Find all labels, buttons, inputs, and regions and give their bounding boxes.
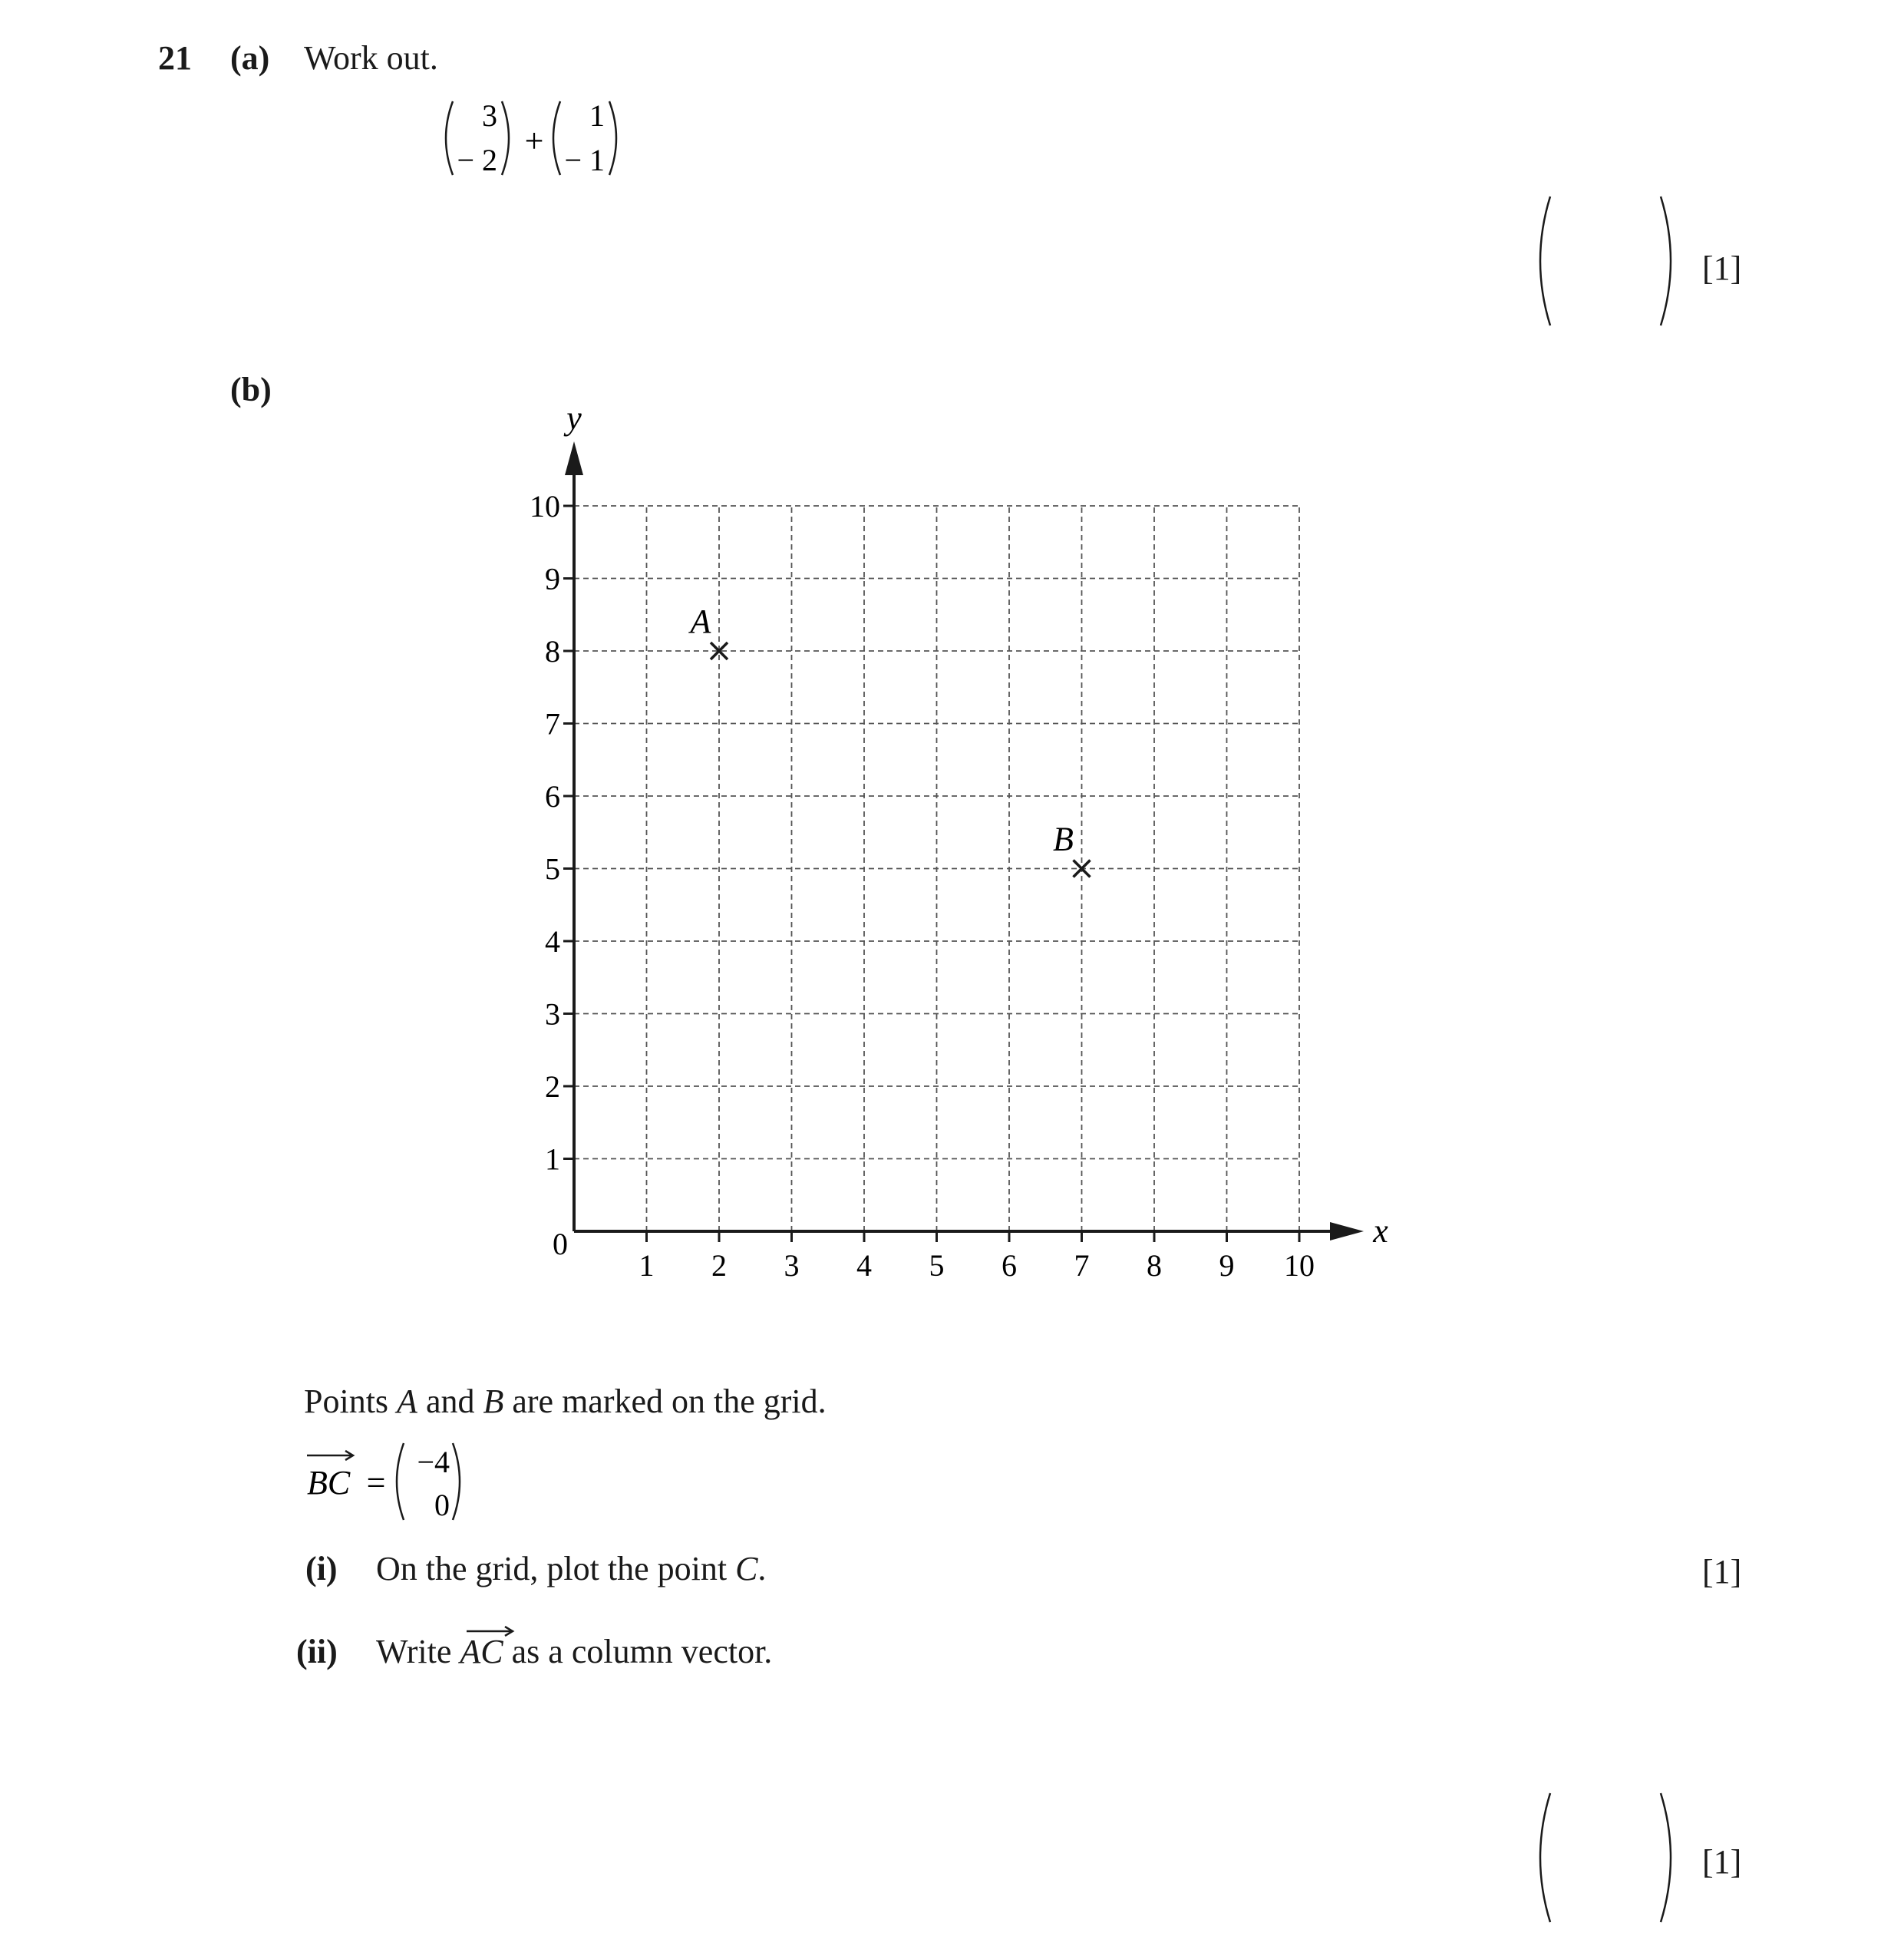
y-tick-label: 10 bbox=[530, 489, 560, 524]
x-tick-label: 6 bbox=[1001, 1248, 1017, 1283]
part-a-marks: [1] bbox=[1702, 249, 1742, 287]
bc-vector-top: −4 bbox=[417, 1445, 450, 1479]
y-tick-label: 8 bbox=[545, 634, 560, 669]
sub-ii-text bbox=[376, 1635, 772, 1669]
answer-vector-box-ii[interactable] bbox=[1535, 1789, 1688, 1927]
vector1-top: 3 bbox=[482, 98, 497, 133]
points-statement bbox=[304, 1385, 827, 1419]
x-tick-label: 9 bbox=[1219, 1248, 1235, 1283]
bc-vector-name: BC bbox=[307, 1464, 351, 1501]
coordinate-grid[interactable] bbox=[507, 399, 1412, 1290]
plus-operator: + bbox=[524, 122, 544, 160]
vector1-bottom: − 2 bbox=[457, 143, 497, 177]
axes bbox=[553, 399, 1388, 1261]
x-tick-label: 10 bbox=[1284, 1248, 1315, 1283]
x-tick-label: 3 bbox=[784, 1248, 800, 1283]
part-a-expression bbox=[437, 92, 637, 184]
sub-i-suffix: . bbox=[757, 1550, 767, 1587]
statement-prefix: Points bbox=[304, 1383, 398, 1420]
x-axis-label: x bbox=[1373, 1212, 1388, 1250]
ac-arrow-icon bbox=[464, 1626, 517, 1637]
ticks bbox=[530, 489, 1315, 1283]
x-tick-label: 4 bbox=[856, 1248, 872, 1283]
y-axis-arrow bbox=[565, 441, 583, 475]
y-tick-label: 2 bbox=[545, 1069, 560, 1104]
part-a-label: (a) bbox=[230, 39, 270, 77]
sub-i-marks: [1] bbox=[1702, 1553, 1742, 1591]
y-tick-label: 3 bbox=[545, 996, 560, 1032]
point-a-label: A bbox=[690, 603, 711, 640]
bc-vector-definition bbox=[299, 1435, 483, 1528]
vector2-top: 1 bbox=[589, 98, 605, 133]
x-axis-arrow bbox=[1330, 1222, 1364, 1240]
y-axis-label: y bbox=[566, 399, 582, 437]
y-tick-label: 5 bbox=[545, 851, 560, 887]
vector2-bottom: − 1 bbox=[564, 143, 605, 177]
origin-label: 0 bbox=[553, 1227, 568, 1261]
point-b-label: B bbox=[1053, 820, 1074, 858]
sub-ii-prefix: Write bbox=[376, 1633, 460, 1670]
sub-i-label: (i) bbox=[305, 1550, 338, 1587]
bc-vector-bottom: 0 bbox=[434, 1488, 450, 1522]
sub-i-point: C bbox=[735, 1550, 758, 1587]
statement-point-a: A bbox=[397, 1383, 417, 1420]
statement-mid: and bbox=[417, 1383, 483, 1420]
sub-ii-label: (ii) bbox=[296, 1633, 338, 1670]
x-tick-label: 5 bbox=[929, 1248, 945, 1283]
points bbox=[688, 603, 1091, 877]
y-tick-label: 4 bbox=[545, 924, 560, 959]
part-b-label: (b) bbox=[230, 371, 272, 408]
answer-vector-box-a[interactable] bbox=[1535, 192, 1688, 330]
statement-suffix: are marked on the grid. bbox=[503, 1383, 827, 1420]
y-tick-label: 9 bbox=[545, 561, 560, 596]
x-tick-label: 2 bbox=[711, 1248, 727, 1283]
sub-ii-marks: [1] bbox=[1702, 1843, 1742, 1881]
x-tick-label: 8 bbox=[1147, 1248, 1162, 1283]
bc-equals: = bbox=[366, 1464, 386, 1501]
y-tick-label: 7 bbox=[545, 706, 560, 742]
statement-point-b: B bbox=[483, 1383, 504, 1420]
sub-ii-suffix: as a column vector. bbox=[503, 1633, 773, 1670]
question-number: 21 bbox=[158, 39, 192, 77]
sub-ii-vector-name: AC bbox=[460, 1633, 503, 1670]
x-tick-label: 1 bbox=[639, 1248, 655, 1283]
y-tick-label: 1 bbox=[545, 1141, 560, 1177]
part-a-instruction: Work out. bbox=[304, 39, 438, 77]
sub-i-text bbox=[376, 1552, 766, 1586]
x-tick-label: 7 bbox=[1074, 1248, 1090, 1283]
sub-i-prefix: On the grid, plot the point bbox=[376, 1550, 736, 1587]
y-tick-label: 6 bbox=[545, 779, 560, 814]
grid-lines bbox=[574, 506, 1299, 1231]
